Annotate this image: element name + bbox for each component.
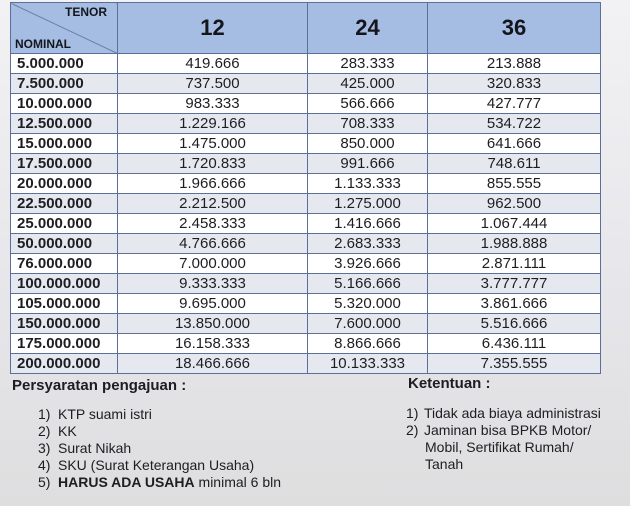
installment-cell-24: 1.275.000 (308, 194, 428, 214)
nominal-cell: 17.500.000 (11, 154, 118, 174)
installment-cell-24: 1.416.666 (308, 214, 428, 234)
tenor-header-12: 12 (118, 3, 308, 54)
installment-cell-12: 9.695.000 (118, 294, 308, 314)
table-row (11, 74, 601, 94)
term-text-continued: Tanah (425, 456, 464, 472)
installment-cell-12: 1.966.666 (118, 174, 308, 194)
installment-table (10, 2, 601, 374)
requirement-number: 2) (38, 423, 51, 439)
installment-cell-24: 7.600.000 (308, 314, 428, 334)
installment-cell-12: 737.500 (118, 74, 308, 94)
installment-cell-36: 962.500 (428, 194, 601, 214)
installment-cell-36: 213.888 (428, 54, 601, 74)
installment-cell-12: 1.475.000 (118, 134, 308, 154)
nominal-cell: 25.000.000 (11, 214, 118, 234)
table-row (11, 294, 601, 314)
installment-cell-12: 18.466.666 (118, 354, 308, 374)
installment-cell-24: 8.866.666 (308, 334, 428, 354)
tenor-label: TENOR (65, 5, 107, 19)
nominal-cell: 12.500.000 (11, 114, 118, 134)
table-row (11, 274, 601, 294)
requirement-number: 5) (38, 474, 51, 490)
installment-cell-24: 2.683.333 (308, 234, 428, 254)
nominal-cell: 20.000.000 (11, 174, 118, 194)
installment-cell-36: 2.871.111 (428, 254, 601, 274)
installment-cell-24: 5.166.666 (308, 274, 428, 294)
installment-cell-12: 7.000.000 (118, 254, 308, 274)
installment-cell-36: 534.722 (428, 114, 601, 134)
requirement-item (38, 457, 281, 474)
table-row (11, 234, 601, 254)
table-header-row (11, 3, 601, 54)
term-text: Tidak ada biaya administrasi (424, 405, 601, 421)
tenor-header-24: 24 (308, 3, 428, 54)
installment-cell-12: 13.850.000 (118, 314, 308, 334)
requirement-number: 3) (38, 440, 51, 456)
terms-title: Ketentuan : (408, 375, 491, 392)
requirement-item (38, 406, 281, 423)
nominal-cell: 100.000.000 (11, 274, 118, 294)
installment-cell-12: 1.229.166 (118, 114, 308, 134)
installment-cell-12: 419.666 (118, 54, 308, 74)
installment-cell-12: 9.333.333 (118, 274, 308, 294)
installment-cell-36: 427.777 (428, 94, 601, 114)
nominal-cell: 200.000.000 (11, 354, 118, 374)
installment-cell-24: 10.133.333 (308, 354, 428, 374)
term-number: 1) (406, 405, 419, 421)
table-row (11, 354, 601, 374)
nominal-cell: 22.500.000 (11, 194, 118, 214)
nominal-cell: 10.000.000 (11, 94, 118, 114)
nominal-cell: 76.000.000 (11, 254, 118, 274)
term-text: Jaminan bisa BPKB Motor/ (424, 422, 592, 438)
installment-cell-24: 3.926.666 (308, 254, 428, 274)
installment-cell-12: 4.766.666 (118, 234, 308, 254)
nominal-cell: 5.000.000 (11, 54, 118, 74)
installment-cell-36: 3.777.777 (428, 274, 601, 294)
requirements-list (38, 406, 281, 491)
installment-cell-12: 16.158.333 (118, 334, 308, 354)
installment-cell-36: 1.067.444 (428, 214, 601, 234)
nominal-cell: 175.000.000 (11, 334, 118, 354)
requirement-item (38, 440, 281, 457)
table-corner-cell (11, 3, 118, 54)
installment-cell-36: 320.833 (428, 74, 601, 94)
table-row (11, 94, 601, 114)
installment-cell-24: 1.133.333 (308, 174, 428, 194)
requirement-item (38, 474, 281, 491)
installment-cell-12: 2.212.500 (118, 194, 308, 214)
installment-cell-36: 641.666 (428, 134, 601, 154)
table-row (11, 254, 601, 274)
term-text-continued: Mobil, Sertifikat Rumah/ (425, 439, 574, 455)
installment-cell-12: 983.333 (118, 94, 308, 114)
requirement-item (38, 423, 281, 440)
requirement-text: SKU (Surat Keterangan Usaha) (58, 457, 255, 473)
term-number: 2) (406, 422, 419, 438)
term-item (406, 405, 628, 422)
nominal-cell: 7.500.000 (11, 74, 118, 94)
installment-cell-36: 5.516.666 (428, 314, 601, 334)
term-item (406, 422, 628, 473)
installment-cell-24: 708.333 (308, 114, 428, 134)
installment-cell-36: 1.988.888 (428, 234, 601, 254)
table-row (11, 314, 601, 334)
installment-cell-12: 1.720.833 (118, 154, 308, 174)
table-row (11, 214, 601, 234)
nominal-cell: 150.000.000 (11, 314, 118, 334)
requirement-number: 1) (38, 406, 51, 422)
installment-cell-36: 855.555 (428, 174, 601, 194)
requirement-text: KK (58, 423, 77, 439)
table-body (11, 54, 601, 374)
installment-cell-36: 7.355.555 (428, 354, 601, 374)
requirement-number: 4) (38, 457, 51, 473)
nominal-label: NOMINAL (15, 37, 71, 51)
table-row (11, 54, 601, 74)
installment-cell-36: 6.436.111 (428, 334, 601, 354)
installment-cell-24: 283.333 (308, 54, 428, 74)
installment-cell-24: 850.000 (308, 134, 428, 154)
requirements-title: Persyaratan pengajuan : (12, 377, 187, 394)
terms-list (406, 405, 628, 473)
installment-cell-24: 566.666 (308, 94, 428, 114)
installment-cell-12: 2.458.333 (118, 214, 308, 234)
nominal-cell: 50.000.000 (11, 234, 118, 254)
nominal-cell: 15.000.000 (11, 134, 118, 154)
requirement-text: KTP suami istri (58, 406, 152, 422)
installment-cell-24: 425.000 (308, 74, 428, 94)
installment-cell-36: 3.861.666 (428, 294, 601, 314)
installment-cell-36: 748.611 (428, 154, 601, 174)
tenor-header-36: 36 (428, 3, 601, 54)
table-row (11, 174, 601, 194)
requirement-text: minimal 6 bln (194, 474, 282, 490)
table-row (11, 334, 601, 354)
table-row (11, 194, 601, 214)
requirement-text: Surat Nikah (58, 440, 132, 456)
installment-cell-24: 5.320.000 (308, 294, 428, 314)
nominal-cell: 105.000.000 (11, 294, 118, 314)
requirement-emphasis: HARUS ADA USAHA (58, 474, 195, 490)
installment-cell-24: 991.666 (308, 154, 428, 174)
table-row (11, 134, 601, 154)
table-row (11, 154, 601, 174)
table-row (11, 114, 601, 134)
